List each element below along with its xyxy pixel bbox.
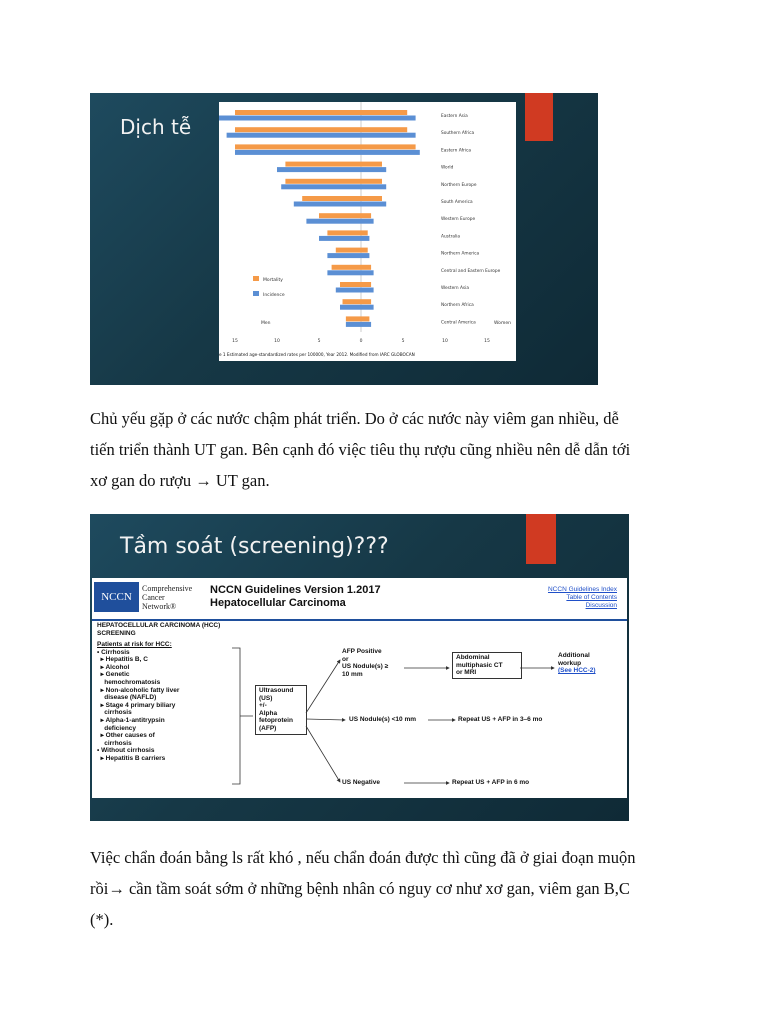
- nccn-network-name: Comprehensive Cancer Network®: [142, 584, 193, 611]
- category-label: Western Europe: [441, 217, 476, 223]
- paragraph-line: (*).: [90, 910, 114, 929]
- bar-women-incidence: [361, 322, 371, 327]
- bar-men-incidence: [306, 219, 361, 224]
- risk-item: ▸ Alpha-1-antitrypsin: [97, 716, 165, 724]
- bar-men-mortality: [319, 213, 361, 218]
- legend-swatch-incidence: [253, 291, 259, 296]
- incidence-mortality-chart: [219, 102, 516, 361]
- risk-item: ▸ Non-alcoholic fatty liver: [97, 686, 180, 694]
- bar-men-mortality: [235, 144, 361, 149]
- nccn-heading: NCCN Guidelines Version 1.2017 Hepatocellular Carcinoma: [210, 584, 381, 609]
- risk-item: ▸ Other causes of: [97, 732, 155, 740]
- legend-swatch-mortality: [253, 276, 259, 281]
- x-tick-label: 15: [484, 339, 490, 344]
- bar-men-incidence: [346, 322, 361, 327]
- bar-women-mortality: [361, 248, 368, 253]
- bar-women-incidence: [361, 288, 374, 293]
- bar-men-mortality: [302, 196, 361, 201]
- abdominal-imaging-box: Abdominal multiphasic CT or MRI: [452, 652, 522, 679]
- bar-women-mortality: [361, 162, 382, 167]
- nccn-guideline-panel: [92, 578, 627, 798]
- paragraph-line: Chủ yếu gặp ở các nước chậm phát triển. Do ở các nước này viêm gan nhiều, dễ: [90, 409, 619, 428]
- legend-label-incidence: Incidence: [263, 293, 285, 298]
- bar-women-mortality: [361, 230, 368, 235]
- risk-item: ▸ Alcohol: [97, 663, 130, 671]
- bar-women-mortality: [361, 110, 407, 115]
- us-negative-label: US Negative: [342, 779, 380, 786]
- risk-item: cirrhosis: [97, 739, 132, 747]
- bar-men-incidence: [336, 288, 361, 293]
- risk-item: ▸ Hepatitis B, C: [97, 656, 148, 664]
- bar-men-mortality: [285, 179, 361, 184]
- category-label: Southern Africa: [441, 131, 475, 137]
- risk-item: ▸ Genetic: [97, 671, 130, 679]
- afp-positive-box: AFP Positive or US Nodule(s) ≥ 10 mm: [342, 648, 389, 678]
- bar-men-mortality: [343, 299, 361, 304]
- arrow-to-nodule-small: [306, 719, 345, 720]
- bar-men-incidence: [319, 236, 361, 241]
- nodule-small-label: US Nodule(s) <10 mm: [349, 716, 417, 723]
- ultrasound-box: Ultrasound (US) +/- Alpha fetoprotein (AFP): [255, 685, 307, 735]
- slide-accent-tab: [525, 93, 553, 141]
- bar-men-incidence: [281, 184, 361, 189]
- bar-women-incidence: [361, 184, 386, 189]
- bar-women-incidence: [361, 116, 416, 121]
- section-heading: HEPATOCELLULAR CARCINOMA (HCC) SCREENING: [97, 622, 221, 637]
- women-label: Women: [494, 321, 511, 326]
- bar-men-incidence: [340, 305, 361, 310]
- bar-men-mortality: [327, 230, 361, 235]
- bar-women-mortality: [361, 316, 369, 321]
- nccn-logo: NCCN: [94, 582, 139, 612]
- category-label: World: [441, 165, 454, 171]
- category-label: Northern Africa: [441, 303, 474, 309]
- nccn-links[interactable]: [548, 586, 617, 610]
- x-tick-label: 10: [442, 339, 448, 344]
- paragraph-line: rồi→ cần tầm soát sớm ở những bệnh nhân có nguy cơ như xơ gan, viêm gan B,C: [90, 879, 630, 898]
- bar-men-mortality: [336, 248, 361, 253]
- category-label: Eastern Africa: [441, 148, 471, 154]
- bar-women-incidence: [361, 202, 386, 207]
- bar-women-mortality: [361, 196, 382, 201]
- link-discussion[interactable]: Discussion: [585, 602, 617, 609]
- bar-women-incidence: [361, 167, 386, 172]
- bar-men-incidence: [227, 133, 361, 138]
- category-label: Australia: [441, 234, 461, 240]
- link-guidelines-index[interactable]: NCCN Guidelines Index: [547, 586, 617, 593]
- bar-men-mortality: [235, 127, 361, 132]
- paragraph-line: xơ gan do rượu → UT gan.: [90, 471, 270, 490]
- bar-men-incidence: [327, 253, 361, 258]
- risk-item: ▸ Hepatitis B carriers: [97, 754, 166, 762]
- bar-women-mortality: [361, 213, 371, 218]
- arrow-to-us-negative: [306, 726, 340, 782]
- additional-workup-box: Additional workup (See HCC-2): [558, 652, 618, 675]
- bar-men-mortality: [340, 282, 361, 287]
- x-tick-label: 0: [359, 339, 363, 344]
- bar-women-incidence: [361, 270, 374, 275]
- risk-item: disease (NAFLD): [97, 694, 157, 702]
- bar-men-mortality: [332, 265, 361, 270]
- bar-women-mortality: [361, 179, 382, 184]
- category-label: Central America: [441, 320, 476, 326]
- paragraph-line: tiến triển thành UT gan. Bên cạnh đó việc tiêu thụ rượu cũng nhiều nên dễ dẫn tới: [90, 440, 631, 459]
- category-label: Northern America: [441, 251, 480, 257]
- bar-men-incidence: [235, 150, 361, 155]
- chart-svg: [219, 102, 516, 361]
- paragraph-line: Việc chẩn đoán bằng ls rất khó , nếu chẩn đoán được thì cũng đã ở giai đoạn muộn: [90, 848, 636, 867]
- bar-men-mortality: [346, 316, 361, 321]
- bar-men-incidence: [327, 270, 361, 275]
- see-hcc-2-link[interactable]: (See HCC-2): [558, 667, 596, 675]
- bar-women-mortality: [361, 299, 371, 304]
- slide-title: Dịch tễ: [120, 115, 192, 139]
- risk-item: ▸ Stage 4 primary biliary: [97, 701, 176, 709]
- risk-item: cirrhosis: [97, 709, 132, 717]
- bar-women-incidence: [361, 133, 416, 138]
- paragraph-epidemiology: [90, 403, 680, 496]
- bar-women-incidence: [361, 236, 369, 241]
- bar-men-incidence: [277, 167, 361, 172]
- risk-list: Patients at risk for HCC: • Cirrhosis ▸ Hepatitis B, C ▸ Alcohol ▸ Genetic hemochromatosis ▸ Non-alcoholic fatty liver disease (NAFLD) ▸ Stage 4 primary biliary cirrhosis ▸ Alpha-1-antitrypsin deficiency ▸ Other causes of cirrhosis • Without cirrhosis ▸ Hepatitis B carriers: [97, 641, 237, 763]
- x-tick-label: 15: [232, 339, 238, 344]
- x-tick-label: 5: [401, 339, 405, 344]
- risk-item: deficiency: [97, 724, 137, 732]
- legend-label-mortality: Mortality: [263, 278, 283, 283]
- repeat-3-6-label: Repeat US + AFP in 3–6 mo: [458, 716, 543, 723]
- arrow-to-afp-positive: [306, 660, 340, 713]
- category-label: South America: [441, 200, 473, 205]
- bar-men-mortality: [235, 110, 361, 115]
- bar-women-incidence: [361, 253, 369, 258]
- bar-men-incidence: [294, 202, 361, 207]
- paragraph-screening: [90, 842, 680, 935]
- divider: [92, 619, 627, 621]
- men-label: Men: [261, 321, 271, 326]
- category-label: Eastern Asia: [441, 114, 468, 119]
- risk-item: • Cirrhosis: [97, 648, 130, 656]
- bar-women-incidence: [361, 150, 420, 155]
- risk-item: hemochromatosis: [97, 678, 161, 686]
- slide-accent-tab: [526, 514, 556, 564]
- bar-women-mortality: [361, 282, 371, 287]
- link-table-of-contents[interactable]: Table of Contents: [566, 594, 617, 601]
- bar-women-incidence: [361, 305, 374, 310]
- category-label: Central and Eastern Europe: [441, 268, 501, 274]
- bar-men-incidence: [219, 116, 361, 121]
- repeat-6-label: Repeat US + AFP in 6 mo: [452, 779, 530, 786]
- bar-women-mortality: [361, 144, 416, 149]
- x-tick-label: 5: [317, 339, 321, 344]
- bar-women-mortality: [361, 127, 407, 132]
- category-label: Northern Europe: [441, 182, 477, 188]
- category-label: Western Asia: [441, 286, 469, 291]
- slide-title: Tầm soát (screening)???: [120, 534, 389, 559]
- x-tick-label: 10: [274, 339, 280, 344]
- bar-men-mortality: [285, 162, 361, 167]
- chart-caption: e 1 Estimated age-standardized rates per 100000, Year 2012. Modified from IARC GLOBOCAN: [219, 352, 415, 357]
- bar-women-mortality: [361, 265, 371, 270]
- bar-women-incidence: [361, 219, 374, 224]
- risk-item: • Without cirrhosis: [97, 747, 155, 755]
